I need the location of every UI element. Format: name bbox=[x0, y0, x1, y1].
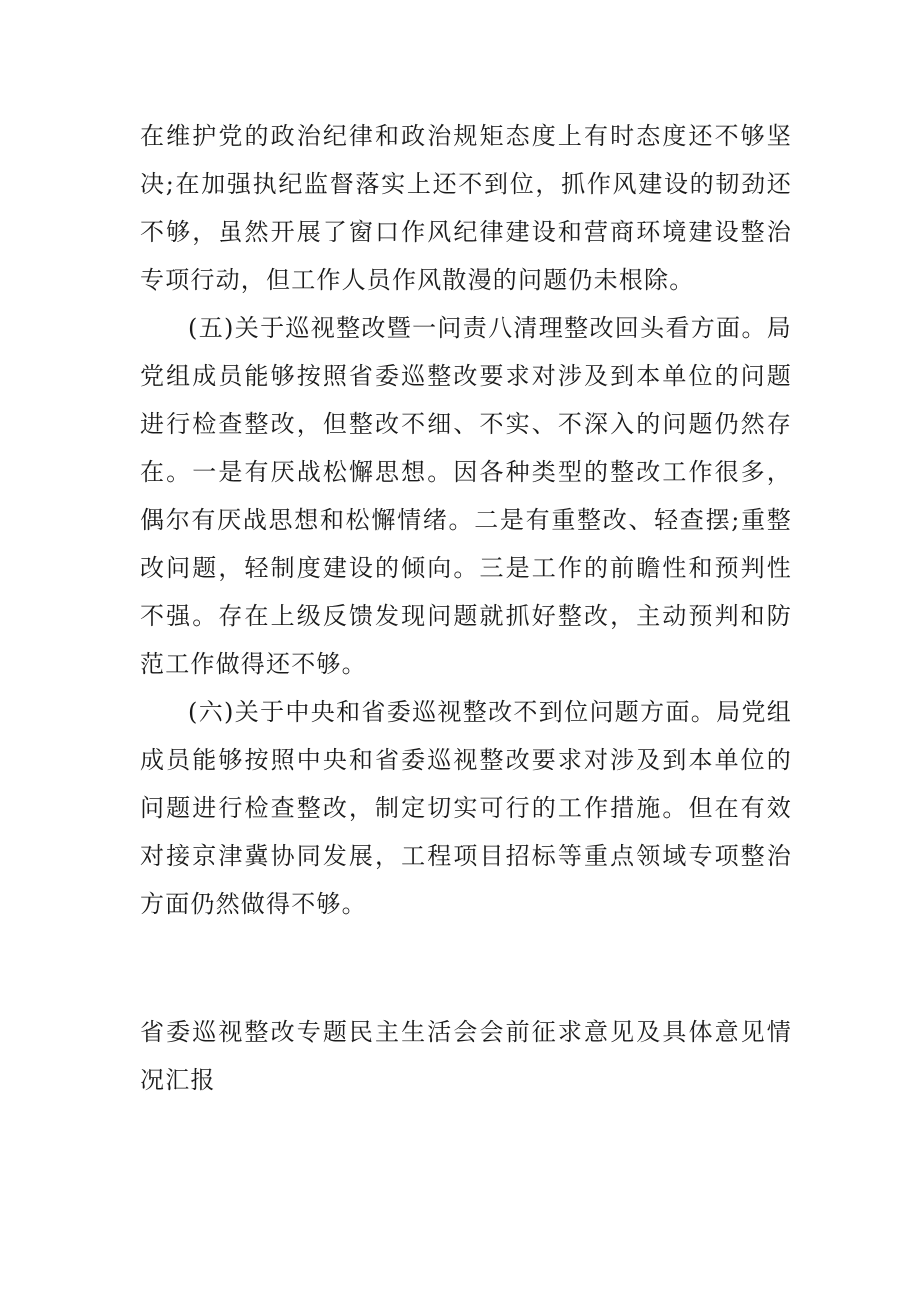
document-body bbox=[140, 112, 792, 928]
paragraph-continuation: 在维护党的政治纪律和政治规矩态度上有时态度还不够坚决;在加强执纪监督落实上还不到位，抓作风建设的韧劲还不够，虽然开展了窗口作风纪律建设和营商环境建设整治专项行动，但工作人员作风散漫的问题仍未根除。 bbox=[140, 122, 792, 294]
paragraph-section-5: (五)关于巡视整改暨一问责八清理整改回头看方面。局党组成员能够按照省委巡整改要求对涉及到本单位的问题进行检查整改，但整改不细、不实、不深入的问题仍然存在。一是有厌战松懈思想。因各种类型的整改工作很多，偶尔有厌战思想和松懈情绪。二是有重整改、轻查摆;重整改问题，轻制度建设的倾向。三是工作的前瞻性和预判性不强。存在上级反馈发现问题就抓好整改，主动预判和防范工作做得还不够。 bbox=[140, 314, 792, 678]
paragraph-section-6: (六)关于中央和省委巡视整改不到位问题方面。局党组成员能够按照中央和省委巡视整改要求对涉及到本单位的问题进行检查整改，制定切实可行的工作措施。但在有效对接京津冀协同发展，工程项目招标等重点领域专项整治方面仍然做得不够。 bbox=[140, 698, 792, 918]
section-heading: 省委巡视整改专题民主生活会会前征求意见及具体意见情况汇报 bbox=[140, 1018, 792, 1094]
